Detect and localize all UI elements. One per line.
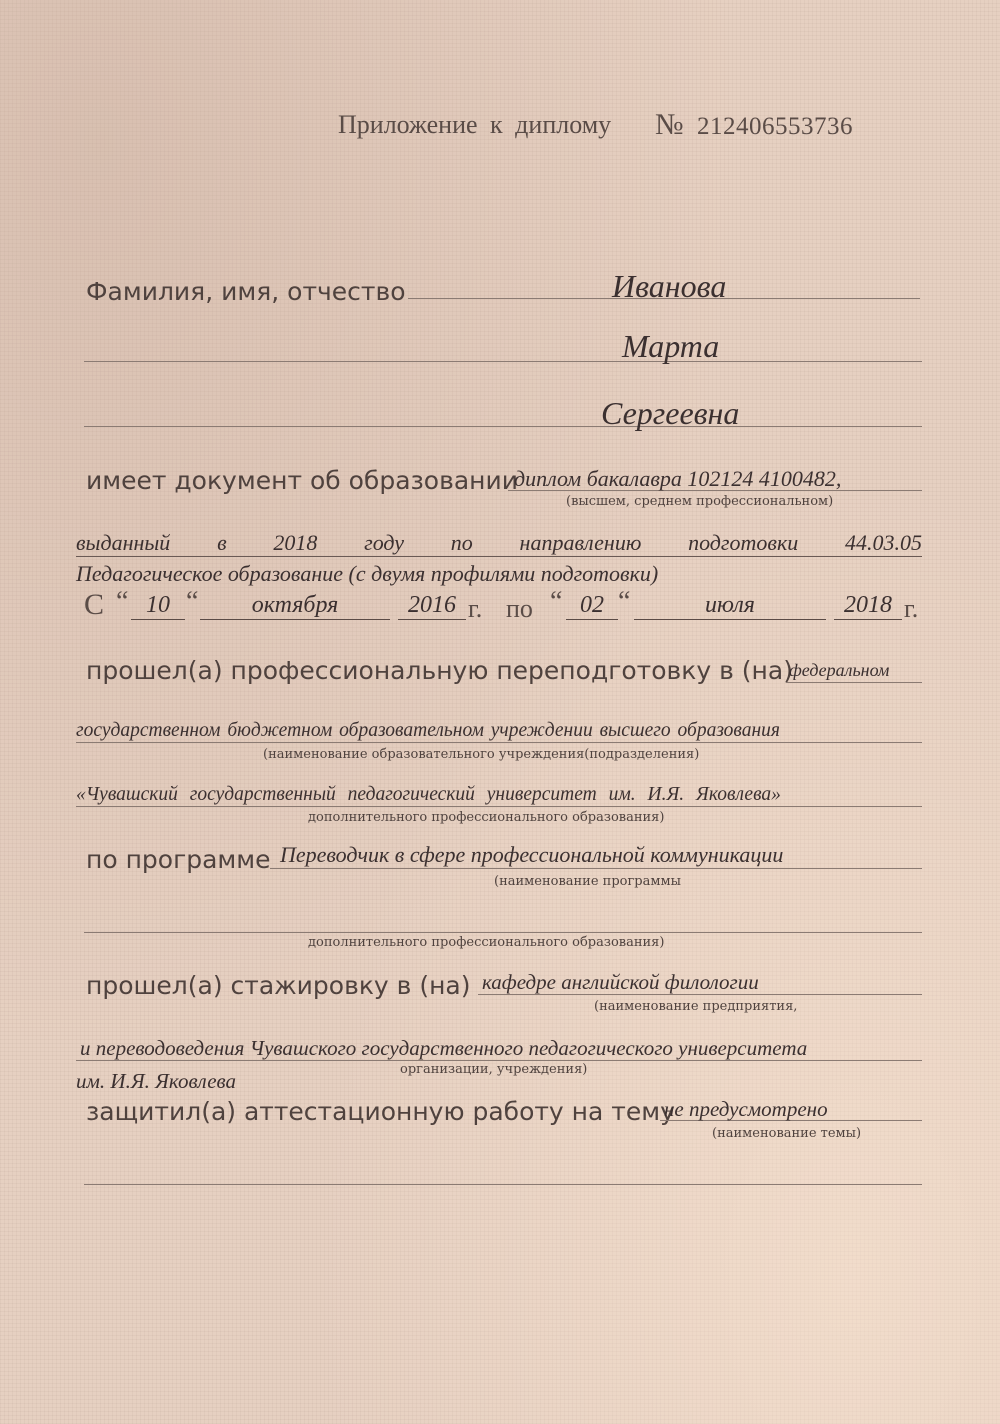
period-quote-open-2: “ bbox=[550, 586, 563, 617]
internship-label: прошел(а) стажировку в (на) bbox=[86, 971, 471, 1000]
issued-word: выданный bbox=[76, 530, 171, 555]
issued-word: направлению bbox=[519, 530, 642, 555]
retraining-value-1: федеральном bbox=[789, 660, 890, 680]
period-from-year-suffix: г. bbox=[468, 594, 483, 623]
program-caption-2: дополнительного профессионального образования) bbox=[308, 935, 665, 950]
fio-label: Фамилия, имя, отчество bbox=[86, 277, 406, 306]
issued-word: 2018 bbox=[273, 530, 318, 555]
education-doc-label: имеет документ об образовании bbox=[86, 466, 518, 495]
period-to-prefix: по bbox=[506, 594, 533, 623]
retraining-line-3 bbox=[76, 806, 922, 807]
internship-value-3: им. И.Я. Яковлева bbox=[76, 1069, 237, 1093]
header-title: Приложение к диплому bbox=[338, 110, 612, 139]
issued-word: подготовки bbox=[688, 530, 799, 555]
education-doc-caption: (высшем, среднем профессиональном) bbox=[566, 494, 834, 509]
thesis-caption: (наименование темы) bbox=[712, 1126, 862, 1141]
issued-word: в bbox=[217, 530, 227, 555]
internship-caption-2: организации, учреждения) bbox=[400, 1062, 588, 1077]
period-from-prefix: С bbox=[84, 588, 105, 621]
program-line-2 bbox=[84, 932, 922, 933]
retraining-line-1 bbox=[786, 682, 922, 683]
issued-line bbox=[76, 530, 922, 557]
period-to-year-suffix: г. bbox=[904, 594, 919, 623]
fio-line-2 bbox=[84, 361, 922, 362]
program-label: по программе bbox=[86, 845, 271, 874]
period-to-month: июля bbox=[634, 592, 826, 620]
retraining-line-2 bbox=[76, 742, 922, 743]
fio-patronymic: Сергеевна bbox=[601, 395, 740, 431]
period-from-day: 10 bbox=[131, 592, 185, 620]
number-sign: № bbox=[655, 108, 684, 141]
period-to-year: 2018 bbox=[834, 592, 902, 620]
issued-word: году bbox=[364, 530, 405, 555]
program-value: Переводчик в сфере профессиональной коммуникации bbox=[280, 842, 784, 867]
thesis-label: защитил(а) аттестационную работу на тему bbox=[86, 1097, 675, 1126]
fio-line-3 bbox=[84, 426, 922, 427]
issued-word: по bbox=[450, 530, 473, 555]
program-caption-1: (наименование программы bbox=[494, 874, 681, 889]
retraining-value-3: «Чувашский государственный педагогический университет им. И.Я. Яковлева» bbox=[76, 784, 781, 805]
retraining-caption-2: дополнительного профессионального образования) bbox=[308, 810, 665, 825]
internship-value-1: кафедре английской филологии bbox=[482, 970, 759, 994]
issued-program-name: Педагогическое образование (с двумя профилями подготовки) bbox=[76, 561, 659, 586]
period-from-month: октября bbox=[200, 592, 390, 620]
thesis-value: не предусмотрено bbox=[664, 1097, 828, 1121]
period-quote-close-1: “ bbox=[186, 586, 199, 617]
thesis-line-2 bbox=[84, 1184, 922, 1185]
period-from-year: 2016 bbox=[398, 592, 466, 620]
retraining-label: прошел(а) профессиональную переподготовку в (на) bbox=[86, 656, 793, 685]
fio-name: Марта bbox=[622, 328, 720, 364]
program-line bbox=[270, 868, 922, 869]
period-quote-close-2: “ bbox=[618, 586, 631, 617]
diploma-number: 212406553736 bbox=[697, 113, 853, 140]
internship-value-2: и переводоведения Чувашского государственного педагогического университета bbox=[80, 1036, 808, 1060]
issued-word: 44.03.05 bbox=[844, 530, 922, 555]
retraining-caption-1: (наименование образовательного учреждения(подразделения) bbox=[263, 747, 700, 762]
period-quote-open-1: “ bbox=[116, 586, 129, 617]
education-doc-value: диплом бакалавра 102124 4100482, bbox=[514, 466, 842, 491]
period-to-day: 02 bbox=[566, 592, 618, 620]
internship-caption-1: (наименование предприятия, bbox=[594, 999, 798, 1014]
retraining-value-2: государственном бюджетном образовательном учреждении высшего образования bbox=[76, 720, 780, 741]
fio-surname: Иванова bbox=[612, 268, 727, 304]
